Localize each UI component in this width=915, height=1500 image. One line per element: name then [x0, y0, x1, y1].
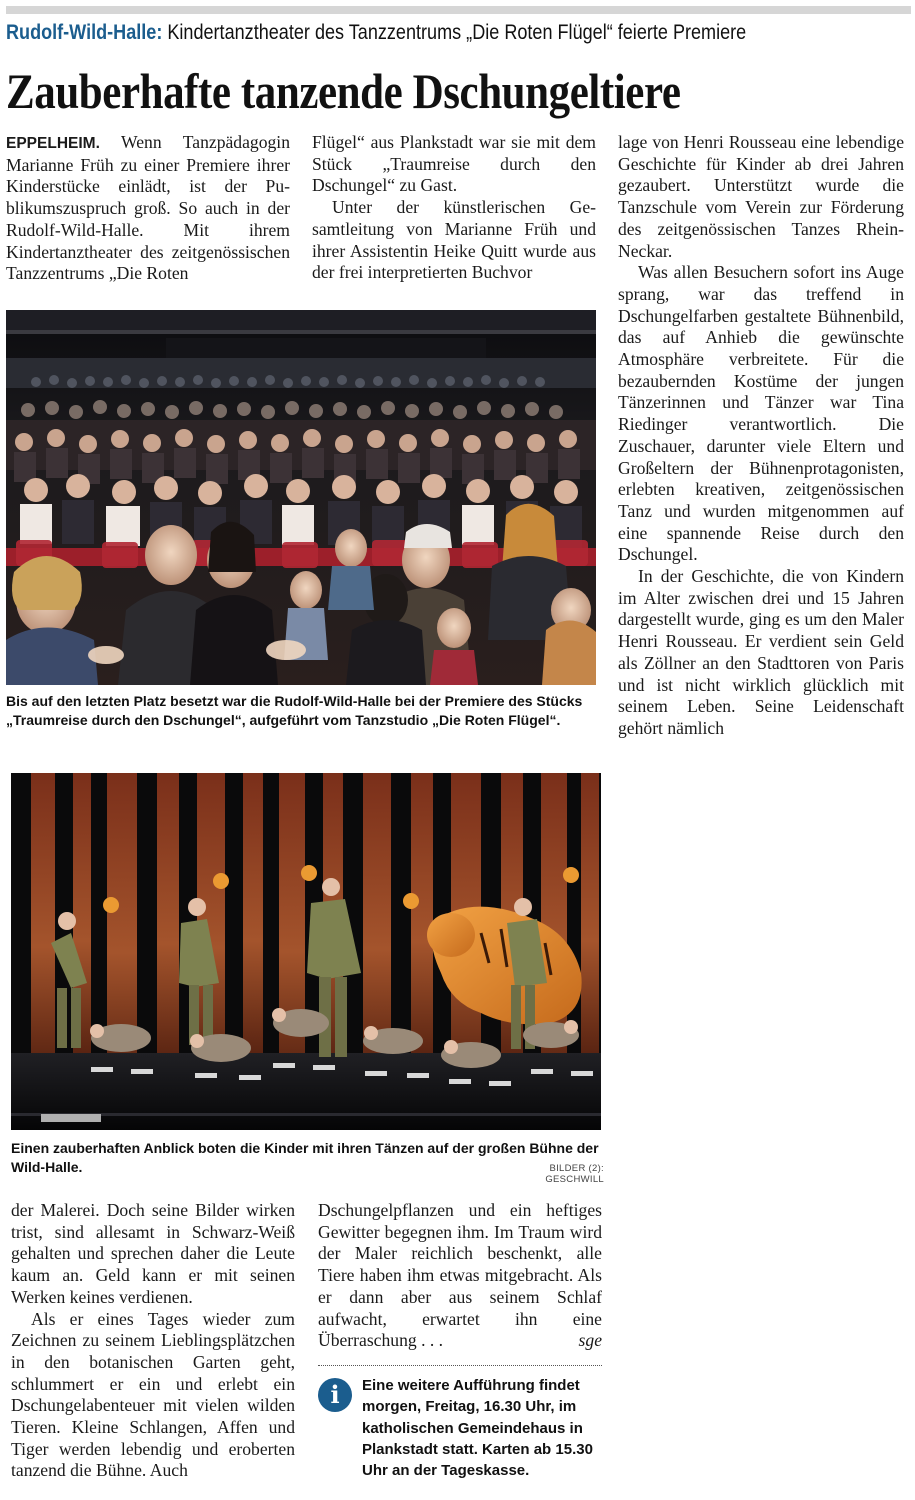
audience-photo-image [6, 310, 596, 685]
stage-photo [11, 773, 601, 1130]
body-paragraph: Als er eines Tages wieder zum Zeichnen zu seinem Lieblingsplätzchen in den botanischen Garten geht, schlummert er ein und erlebt ein Dschungelabenteuer mit vielen wilden Tieren. Kleine Schlangen, Affen und Tiger werden lebendig und eroberten tanzend die Bühne. Auch [11, 1308, 295, 1481]
audience-photo [6, 310, 596, 685]
audience-photo-caption: Bis auf den letzten Platz besetzt war die Rudolf-Wild-Halle bei der Premiere des Stücks „Traumreise durch den Dschungel“, aufgeführt vom Tanzstudio „Die Roten Flügel“. [6, 693, 583, 728]
author-signature: sge [578, 1330, 602, 1351]
infobox-divider [318, 1365, 602, 1366]
kicker-text: Kindertanztheater des Tanzzentrums „Die Roten Flügel“ feierte Premiere [167, 21, 747, 44]
dateline: EPPELHEIM. [6, 135, 100, 152]
body-paragraph: der Malerei. Doch seine Bilder wirken trist, sind allesamt in Schwarz-Weiß gehalten und sprechen daher die Leute kaum an. Geld kann er mit seinen Werken keines verdienen. [11, 1200, 295, 1307]
body-paragraph [6, 132, 290, 284]
kicker [6, 18, 784, 48]
column-5 [318, 1200, 602, 1360]
body-paragraph: In der Geschichte, die von Kindern im Alter zwischen drei und 15 Jahren dargestellt wurde, ging es um den Maler Henri Rousseau. Er verdient sein Geld als Zöllner an den Stadttoren von Paris und ist nicht wirklich glücklich mit seinem Leben. Seine Leidenschaft gehört nämlich [618, 566, 904, 738]
body-paragraph: Flügel“ aus Plankstadt war sie mit dem Stück „Traumreise durch den Dschungel“ zu Gast. [312, 132, 596, 196]
paragraph-text: Dschungelpflanzen und ein heftiges Gewitter begegnen ihm. Im Traum wird der Maler reichlich beschenkt, alle Tiere haben ihm etwas mitgebracht. Als er dann aber aus seinem Schlaf aufwacht, erwartet ihn eine Überraschung . . . [318, 1200, 602, 1351]
column-1 [6, 132, 290, 284]
body-paragraph: lage von Henri Rousseau eine lebendige Geschichte für Kinder ab drei Jahren gezaubert. Unterstützt wurde die Tanzschule vom Verein zur Förderung des zeitgenössischen Tanzes Rhein-Neckar. [618, 132, 904, 261]
stage-photo-image [11, 773, 601, 1130]
info-icon: i [318, 1378, 352, 1412]
column-2 [312, 132, 596, 284]
column-4 [11, 1200, 295, 1485]
top-rule [6, 6, 911, 14]
body-paragraph: Unter der künstlerischen Gesamtleitung von Marianne Früh und ihrer Assistentin Heike Quitt wurde aus der frei interpretierten Buchvor [312, 197, 596, 283]
photo-credit: BILDER (2): GESCHWILL [545, 1163, 604, 1185]
body-paragraph: Was allen Besuchern sofort ins Auge sprang, war das treffend in Dschungelfarben gestaltete Bühnenbild, das auf Anhieb die gewünschte Atmosphäre verbreitete. Für die bezaubernden Kostüme der jungen Tänzerinnen und Tänzer war Tina Riedinger verantwortlich. Die Zuschauer, darunter viele Eltern und Großeltern der Bühnenprotagonisten, erlebten kreativen, zeitgenössischen Tanz und wurden mitgenommen auf eine spannende Reise durch den Dschungel. [618, 262, 904, 565]
column-3 [618, 132, 904, 738]
stage-photo-caption: Einen zauberhaften Anblick boten die Kinder mit ihren Tänzen auf der großen Bühne der Wild-Halle. [11, 1140, 599, 1175]
kicker-location: Rudolf-Wild-Halle: [6, 21, 163, 44]
infobox-text: Eine weitere Aufführung findet morgen, Freitag, 16.30 Uhr, im katholischen Gemeindehaus in Plankstadt statt. Karten ab 15.30 Uhr an der Tageskasse. [362, 1377, 593, 1480]
headline: Zauberhafte tanzende Dschungeltiere [6, 63, 681, 119]
paragraph-text: Wenn Tanzpädagogin Marianne Früh zu einer Premiere ihrer Kinderstücke einlädt, ist der Publikumszuspruch groß. So auch in der Rudolf-Wild-Halle. Mit ihrem Kindertanztheater des zeitgenössischen Tanzzentrums „Die Roten [6, 132, 290, 284]
body-paragraph [318, 1200, 602, 1352]
